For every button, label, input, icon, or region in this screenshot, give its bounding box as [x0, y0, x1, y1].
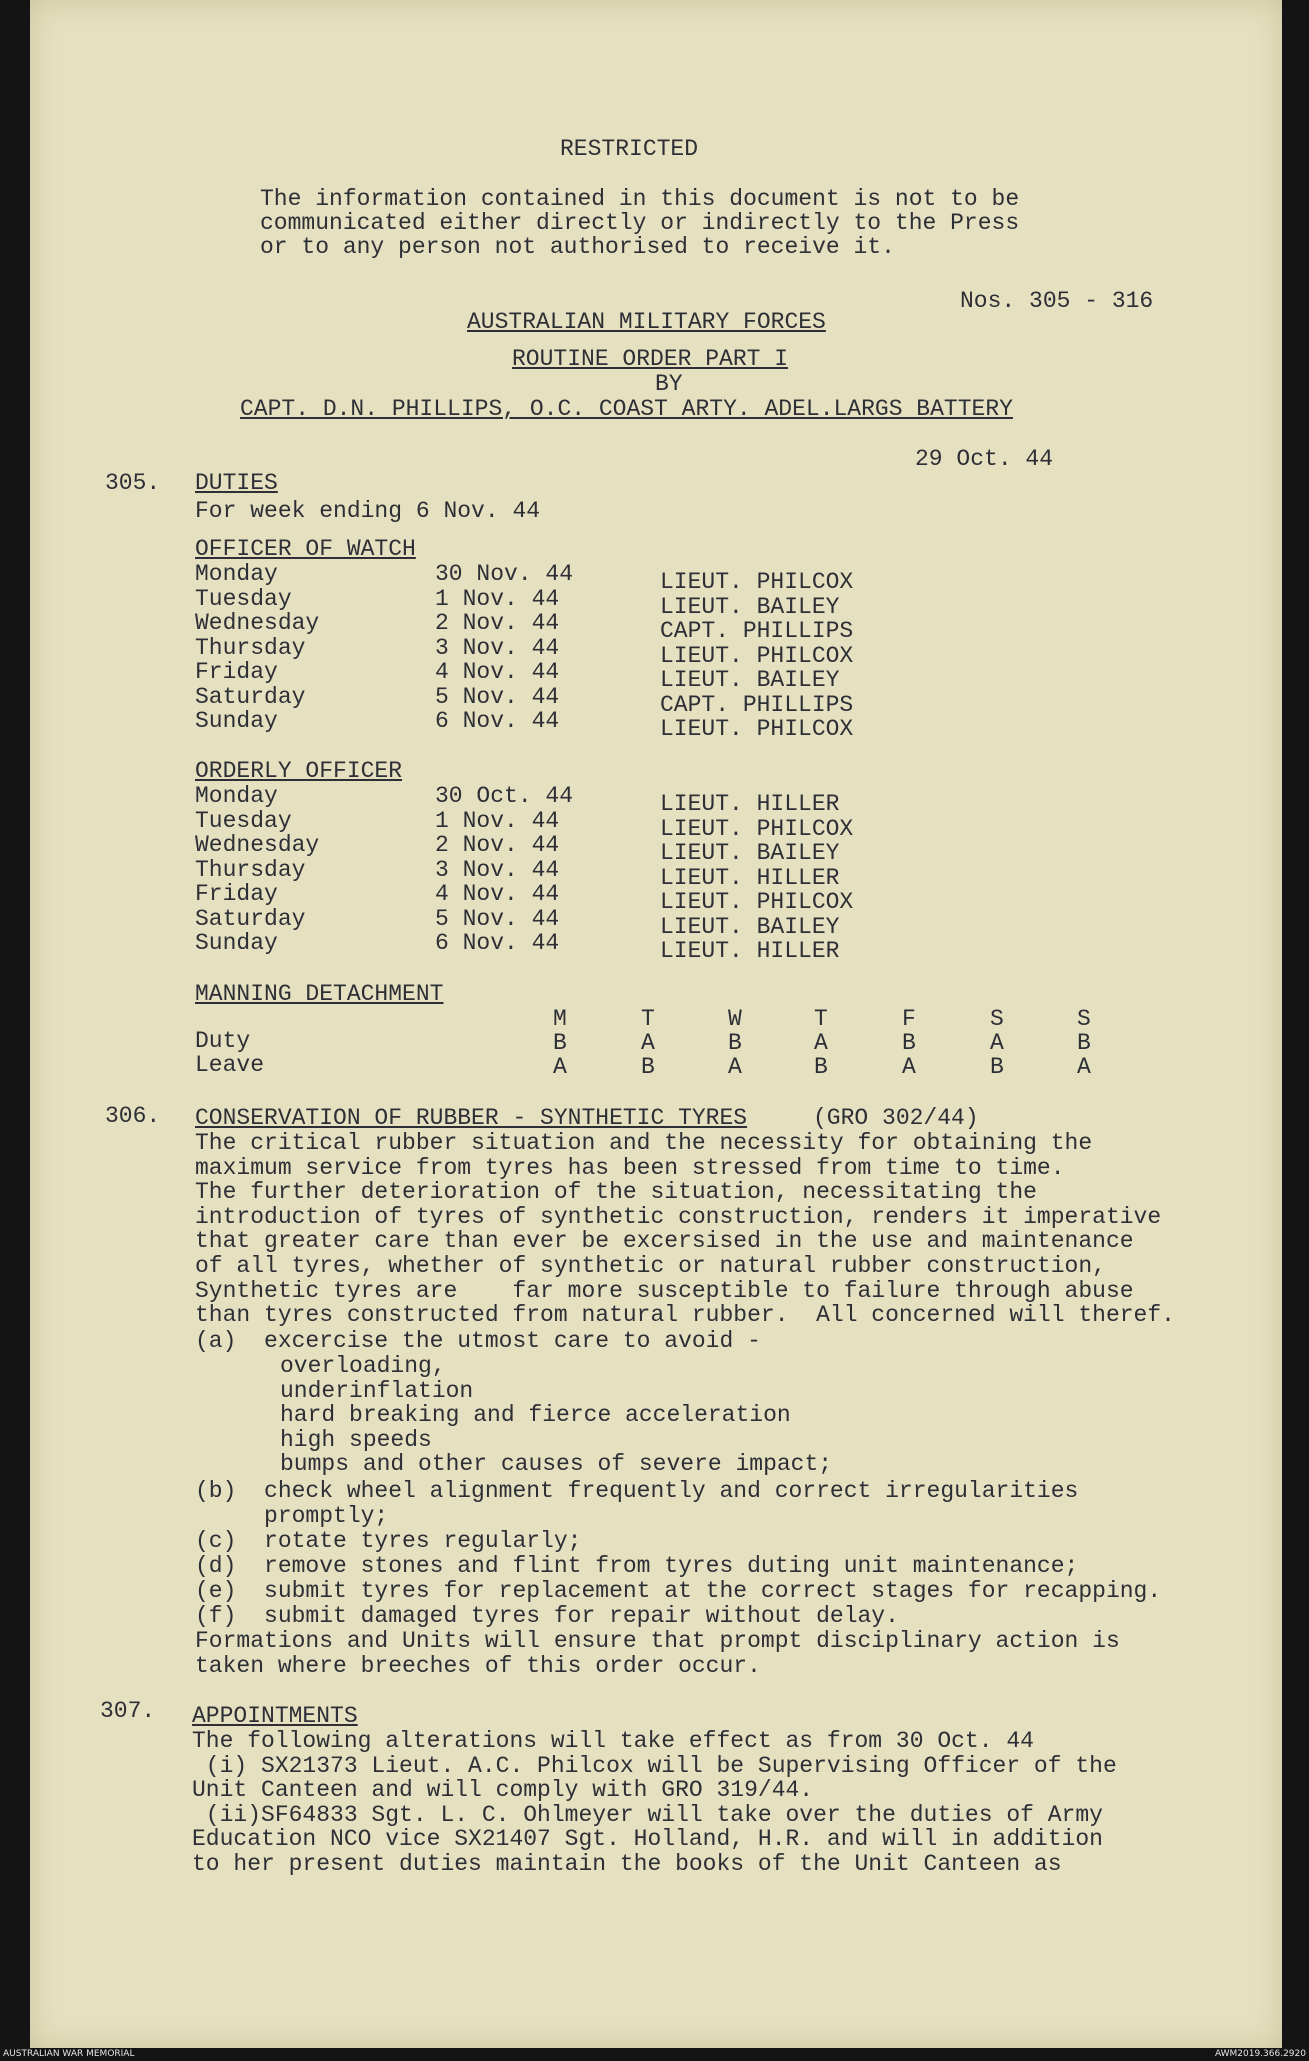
watch-row-officer: LIEUT. PHILCOX — [660, 716, 854, 742]
paragraph-line: than tyres constructed from natural rubber. All concerned will theref. — [195, 1302, 1175, 1329]
duty-cell: A — [814, 1030, 828, 1056]
watch-row-day: Wednesday — [195, 610, 320, 636]
manning-detachment-title: MANNING DETACHMENT — [195, 981, 444, 1007]
item-d: (d) remove stones and flint from tyres duting unit maintenance; — [195, 1553, 1079, 1579]
paragraph-line: maximum service from tyres has been stressed from time to time. — [195, 1154, 1065, 1181]
order-date: 29 Oct. 44 — [915, 446, 1054, 472]
leave-cell: A — [728, 1054, 742, 1080]
manning-day-header: F — [902, 1006, 916, 1032]
manning-day-header: T — [641, 1006, 655, 1032]
watch-row-officer: LIEUT. PHILCOX — [660, 569, 854, 595]
duty-cell: B — [553, 1030, 567, 1056]
watch-row-officer: CAPT. PHILLIPS — [660, 618, 854, 644]
watch-row-date: 3 Nov. 44 — [435, 634, 560, 661]
item-a-entry: underinflation — [280, 1377, 474, 1404]
restricted-title: RESTRICTED — [560, 136, 699, 162]
item-a-entry: bumps and other causes of severe impact; — [280, 1451, 833, 1478]
watch-row-day: Tuesday — [195, 585, 292, 612]
orderly-row-officer: LIEUT. BAILEY — [660, 840, 840, 866]
header-line-1: AUSTRALIAN MILITARY FORCES — [467, 309, 826, 335]
watch-row-day: Saturday — [195, 683, 306, 710]
leave-cell: A — [902, 1054, 916, 1080]
watch-row-day: Monday — [195, 561, 278, 587]
item-a-entry: overloading, — [280, 1353, 446, 1379]
section-307-line: The following alterations will take effect as from 30 Oct. 44 — [192, 1728, 1034, 1754]
item-a-entry: hard breaking and fierce acceleration — [280, 1402, 791, 1429]
orderly-row-day: Wednesday — [195, 832, 320, 858]
section-305-subtitle: For week ending 6 Nov. 44 — [195, 498, 541, 524]
orderly-officer-list — [30, 783, 1282, 964]
footer-accession-number: AWM2019.366.2920 — [1214, 2049, 1306, 2059]
watch-row-date: 30 Nov. 44 — [435, 561, 574, 587]
duty-cell: B — [728, 1030, 742, 1056]
orderly-row-date: 2 Nov. 44 — [435, 832, 560, 858]
header-line-4: CAPT. D.N. PHILLIPS, O.C. COAST ARTY. ADEL.LARGS BATTERY — [240, 396, 1013, 422]
watch-row-officer: LIEUT. PHILCOX — [660, 642, 854, 669]
watch-row-day: Thursday — [195, 634, 306, 661]
item-a-entry: high speeds — [280, 1426, 432, 1453]
duty-cell: A — [990, 1030, 1004, 1056]
orderly-officer-title: ORDERLY OFFICER — [195, 758, 403, 784]
restricted-line-1: The information contained in this document is not to be — [260, 186, 1020, 212]
item-c: (c) rotate tyres regularly; — [195, 1528, 582, 1554]
section-307-line: Unit Canteen and will comply with GRO 319/44. — [192, 1777, 814, 1804]
closing-line-2: taken where breeches of this order occur. — [195, 1653, 761, 1679]
section-305-title: DUTIES — [195, 470, 278, 496]
section-307-title: APPOINTMENTS — [192, 1703, 358, 1729]
orderly-row-date: 1 Nov. 44 — [435, 807, 560, 834]
officer-of-watch-list — [30, 561, 1282, 742]
footer-credit: AUSTRALIAN WAR MEMORIAL — [3, 2049, 135, 2059]
paragraph-line: that greater care than ever be excersised in the use and maintenance — [195, 1228, 1134, 1255]
orderly-row-date: 3 Nov. 44 — [435, 856, 560, 883]
footer-bar — [0, 2049, 1309, 2061]
paragraph-line: The further deterioration of the situation, necessitating the — [195, 1179, 1037, 1206]
orderly-row-officer: LIEUT. PHILCOX — [660, 815, 854, 842]
watch-row-officer: CAPT. PHILLIPS — [660, 691, 854, 718]
officer-of-watch-title: OFFICER OF WATCH — [195, 536, 416, 562]
leave-cell: B — [814, 1054, 828, 1080]
manning-day-header: T — [814, 1006, 828, 1032]
section-307-line: to her present duties maintain the books of the Unit Canteen as — [192, 1851, 1062, 1877]
section-307-line: (i) SX21373 Lieut. A.C. Philcox will be Supervising Officer of the — [192, 1752, 1117, 1779]
watch-row-officer: LIEUT. BAILEY — [660, 593, 840, 620]
leave-cell: B — [641, 1054, 655, 1080]
section-306-title: CONSERVATION OF RUBBER - SYNTHETIC TYRES — [195, 1105, 748, 1131]
orderly-row-day: Saturday — [195, 905, 306, 932]
duty-cell: B — [902, 1030, 916, 1056]
orderly-row-day: Tuesday — [195, 807, 292, 834]
watch-row-date: 4 Nov. 44 — [435, 659, 560, 685]
paragraph-line: introduction of tyres of synthetic construction, renders it imperative — [195, 1203, 1162, 1230]
watch-row-day: Sunday — [195, 708, 278, 734]
manning-day-header: S — [1077, 1006, 1091, 1032]
watch-row-date: 1 Nov. 44 — [435, 585, 560, 612]
manning-day-header: M — [553, 1006, 567, 1032]
section-305-number: 305. — [105, 470, 161, 496]
manning-day-header: W — [728, 1006, 742, 1032]
duty-label: Duty — [195, 1028, 251, 1054]
duty-cell: B — [1077, 1030, 1091, 1056]
document-page — [30, 0, 1282, 2048]
restricted-line-2: communicated either directly or indirectly to the Press — [260, 210, 1020, 236]
item-f: (f) submit damaged tyres for repair without delay. — [195, 1603, 899, 1629]
orderly-row-officer: LIEUT. PHILCOX — [660, 889, 854, 915]
manning-detachment-table — [30, 1008, 1282, 1083]
orderly-row-officer: LIEUT. BAILEY — [660, 913, 840, 940]
orderly-row-date: 4 Nov. 44 — [435, 881, 560, 907]
duty-cell: A — [641, 1030, 655, 1056]
paragraph-line: of all tyres, whether of synthetic or natural rubber construction, — [195, 1253, 1106, 1279]
watch-row-date: 2 Nov. 44 — [435, 610, 560, 636]
item-b-line-1: (b) check wheel alignment frequently and correct irregularities — [195, 1478, 1079, 1504]
watch-row-date: 5 Nov. 44 — [435, 683, 560, 710]
orderly-row-date: 5 Nov. 44 — [435, 905, 560, 932]
orderly-row-date: 30 Oct. 44 — [435, 783, 574, 809]
header-line-2: ROUTINE ORDER PART I — [512, 346, 789, 372]
section-307-number: 307. — [100, 1698, 156, 1724]
header-line-3: BY — [655, 371, 683, 397]
leave-cell: B — [990, 1054, 1004, 1080]
orderly-row-officer: LIEUT. HILLER — [660, 938, 840, 964]
orderly-row-day: Monday — [195, 783, 278, 809]
leave-label: Leave — [195, 1052, 265, 1078]
orderly-row-day: Thursday — [195, 856, 306, 883]
section-306-reference: (GRO 302/44) — [813, 1105, 979, 1131]
closing-line-1: Formations and Units will ensure that prompt disciplinary action is — [195, 1628, 1120, 1654]
order-numbers: Nos. 305 - 316 — [960, 288, 1154, 314]
watch-row-day: Friday — [195, 659, 278, 685]
watch-row-date: 6 Nov. 44 — [435, 708, 560, 734]
item-b-line-2: promptly; — [195, 1503, 389, 1529]
orderly-row-date: 6 Nov. 44 — [435, 930, 560, 956]
leave-cell: A — [553, 1054, 567, 1080]
item-a: (a) excercise the utmost care to avoid - — [195, 1328, 761, 1354]
orderly-row-day: Sunday — [195, 930, 278, 956]
paragraph-line: Synthetic tyres are far more susceptible to failure through abuse — [195, 1277, 1134, 1304]
paragraph-line: The critical rubber situation and the necessity for obtaining the — [195, 1130, 1093, 1156]
orderly-row-officer: LIEUT. HILLER — [660, 791, 840, 817]
orderly-row-officer: LIEUT. HILLER — [660, 864, 840, 891]
section-306-number: 306. — [105, 1103, 161, 1129]
manning-day-header: S — [990, 1006, 1004, 1032]
restricted-line-3: or to any person not authorised to receive it. — [260, 234, 895, 260]
item-e: (e) submit tyres for replacement at the correct stages for recapping. — [195, 1578, 1162, 1604]
section-307-line: (ii)SF64833 Sgt. L. C. Ohlmeyer will take over the duties of Army — [192, 1801, 1103, 1828]
orderly-row-day: Friday — [195, 881, 278, 907]
leave-cell: A — [1077, 1054, 1091, 1080]
watch-row-officer: LIEUT. BAILEY — [660, 667, 840, 693]
section-307-line: Education NCO vice SX21407 Sgt. Holland, H.R. and will in addition — [192, 1826, 1103, 1853]
